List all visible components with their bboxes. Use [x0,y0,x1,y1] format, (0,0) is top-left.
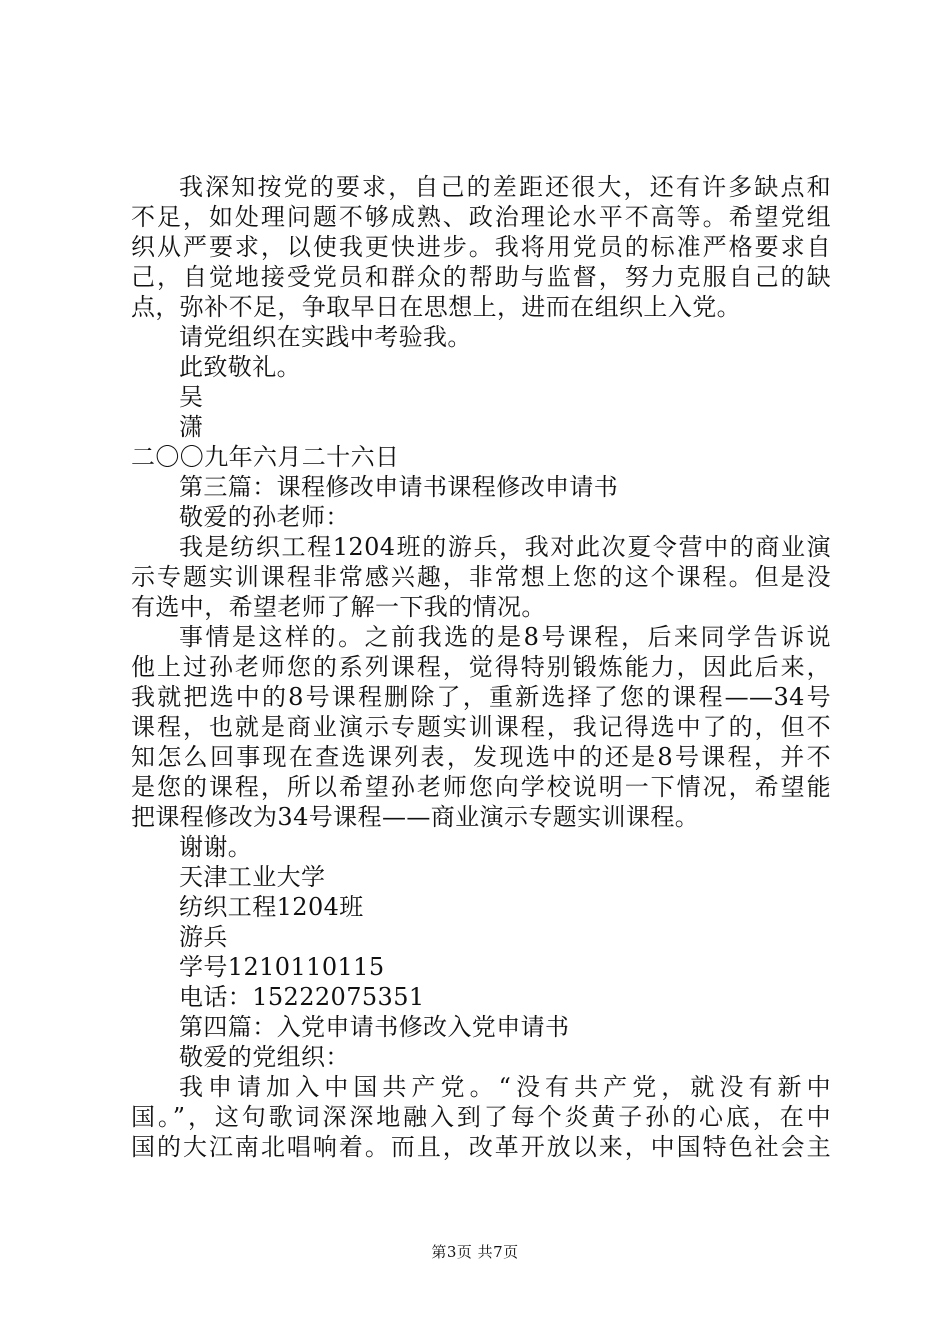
text-line: 国。”，这句歌词深深地融入到了每个炎黄子孙的心底，在中 [131,1103,831,1131]
signature-line: 潇 [179,413,204,441]
greeting-line: 敬爱的党组织： [179,1043,350,1071]
text-line: 我是纺织工程1204班的游兵，我对此次夏令营中的商业演 [179,533,831,561]
text-line: 示专题实训课程非常感兴趣，非常想上您的这个课程。但是没 [131,563,831,591]
thanks-line: 谢谢。 [179,833,253,861]
closing-salutation: 此致敬礼。 [179,353,301,381]
text-line: 不足，如处理问题不够成熟、政治理论水平不高等。希望党组 [131,203,831,231]
text-line: 请党组织在实践中考验我。 [179,323,472,351]
phone-line: 电话：15222075351 [179,983,425,1011]
text-line: 是您的课程，所以希望孙老师您向学校说明一下情况，希望能 [131,773,831,801]
page-number: 第3页 共7页 [431,1243,519,1261]
text-line: 他上过孙老师您的系列课程，觉得特别锻炼能力，因此后来， [131,653,831,681]
text-line: 课程，也就是商业演示专题实训课程，我记得选中了的，但不 [131,713,831,741]
signature-line: 吴 [179,383,204,411]
signature-line: 天津工业大学 [179,863,326,891]
text-line: 把课程修改为34号课程——商业演示专题实训课程。 [131,803,700,831]
text-line: 知怎么回事现在查选课列表，发现选中的还是8号课程，并不 [131,743,831,771]
student-id-line: 学号1210110115 [179,953,385,981]
greeting-line: 敬爱的孙老师： [179,503,350,531]
text-line: 点，弥补不足，争取早日在思想上，进而在组织上入党。 [131,293,741,321]
text-line: 织从严要求，以使我更快进步。我将用党员的标准严格要求自 [131,233,831,261]
text-line: 己，自觉地接受党员和群众的帮助与监督，努力克服自己的缺 [131,263,831,291]
text-line: 我深知按党的要求，自己的差距还很大，还有许多缺点和 [179,173,831,201]
section-heading: 第四篇：入党申请书修改入党申请书 [179,1013,570,1041]
text-line: 我就把选中的8号课程删除了，重新选择了您的课程——34号 [131,683,831,711]
signature-line: 纺织工程1204班 [179,893,364,921]
signature-line: 游兵 [179,923,228,951]
section-heading: 第三篇：课程修改申请书课程修改申请书 [179,473,619,501]
text-line: 我申请加入中国共产党。“没有共产党，就没有新中 [179,1073,831,1101]
text-line: 国的大江南北唱响着。而且，改革开放以来，中国特色社会主 [131,1133,831,1161]
text-line: 有选中，希望老师了解一下我的情况。 [131,593,546,621]
date-line: 二〇〇九年六月二十六日 [131,443,400,471]
document-body [131,172,831,1162]
text-line: 事情是这样的。之前我选的是8号课程，后来同学告诉说 [179,623,831,651]
